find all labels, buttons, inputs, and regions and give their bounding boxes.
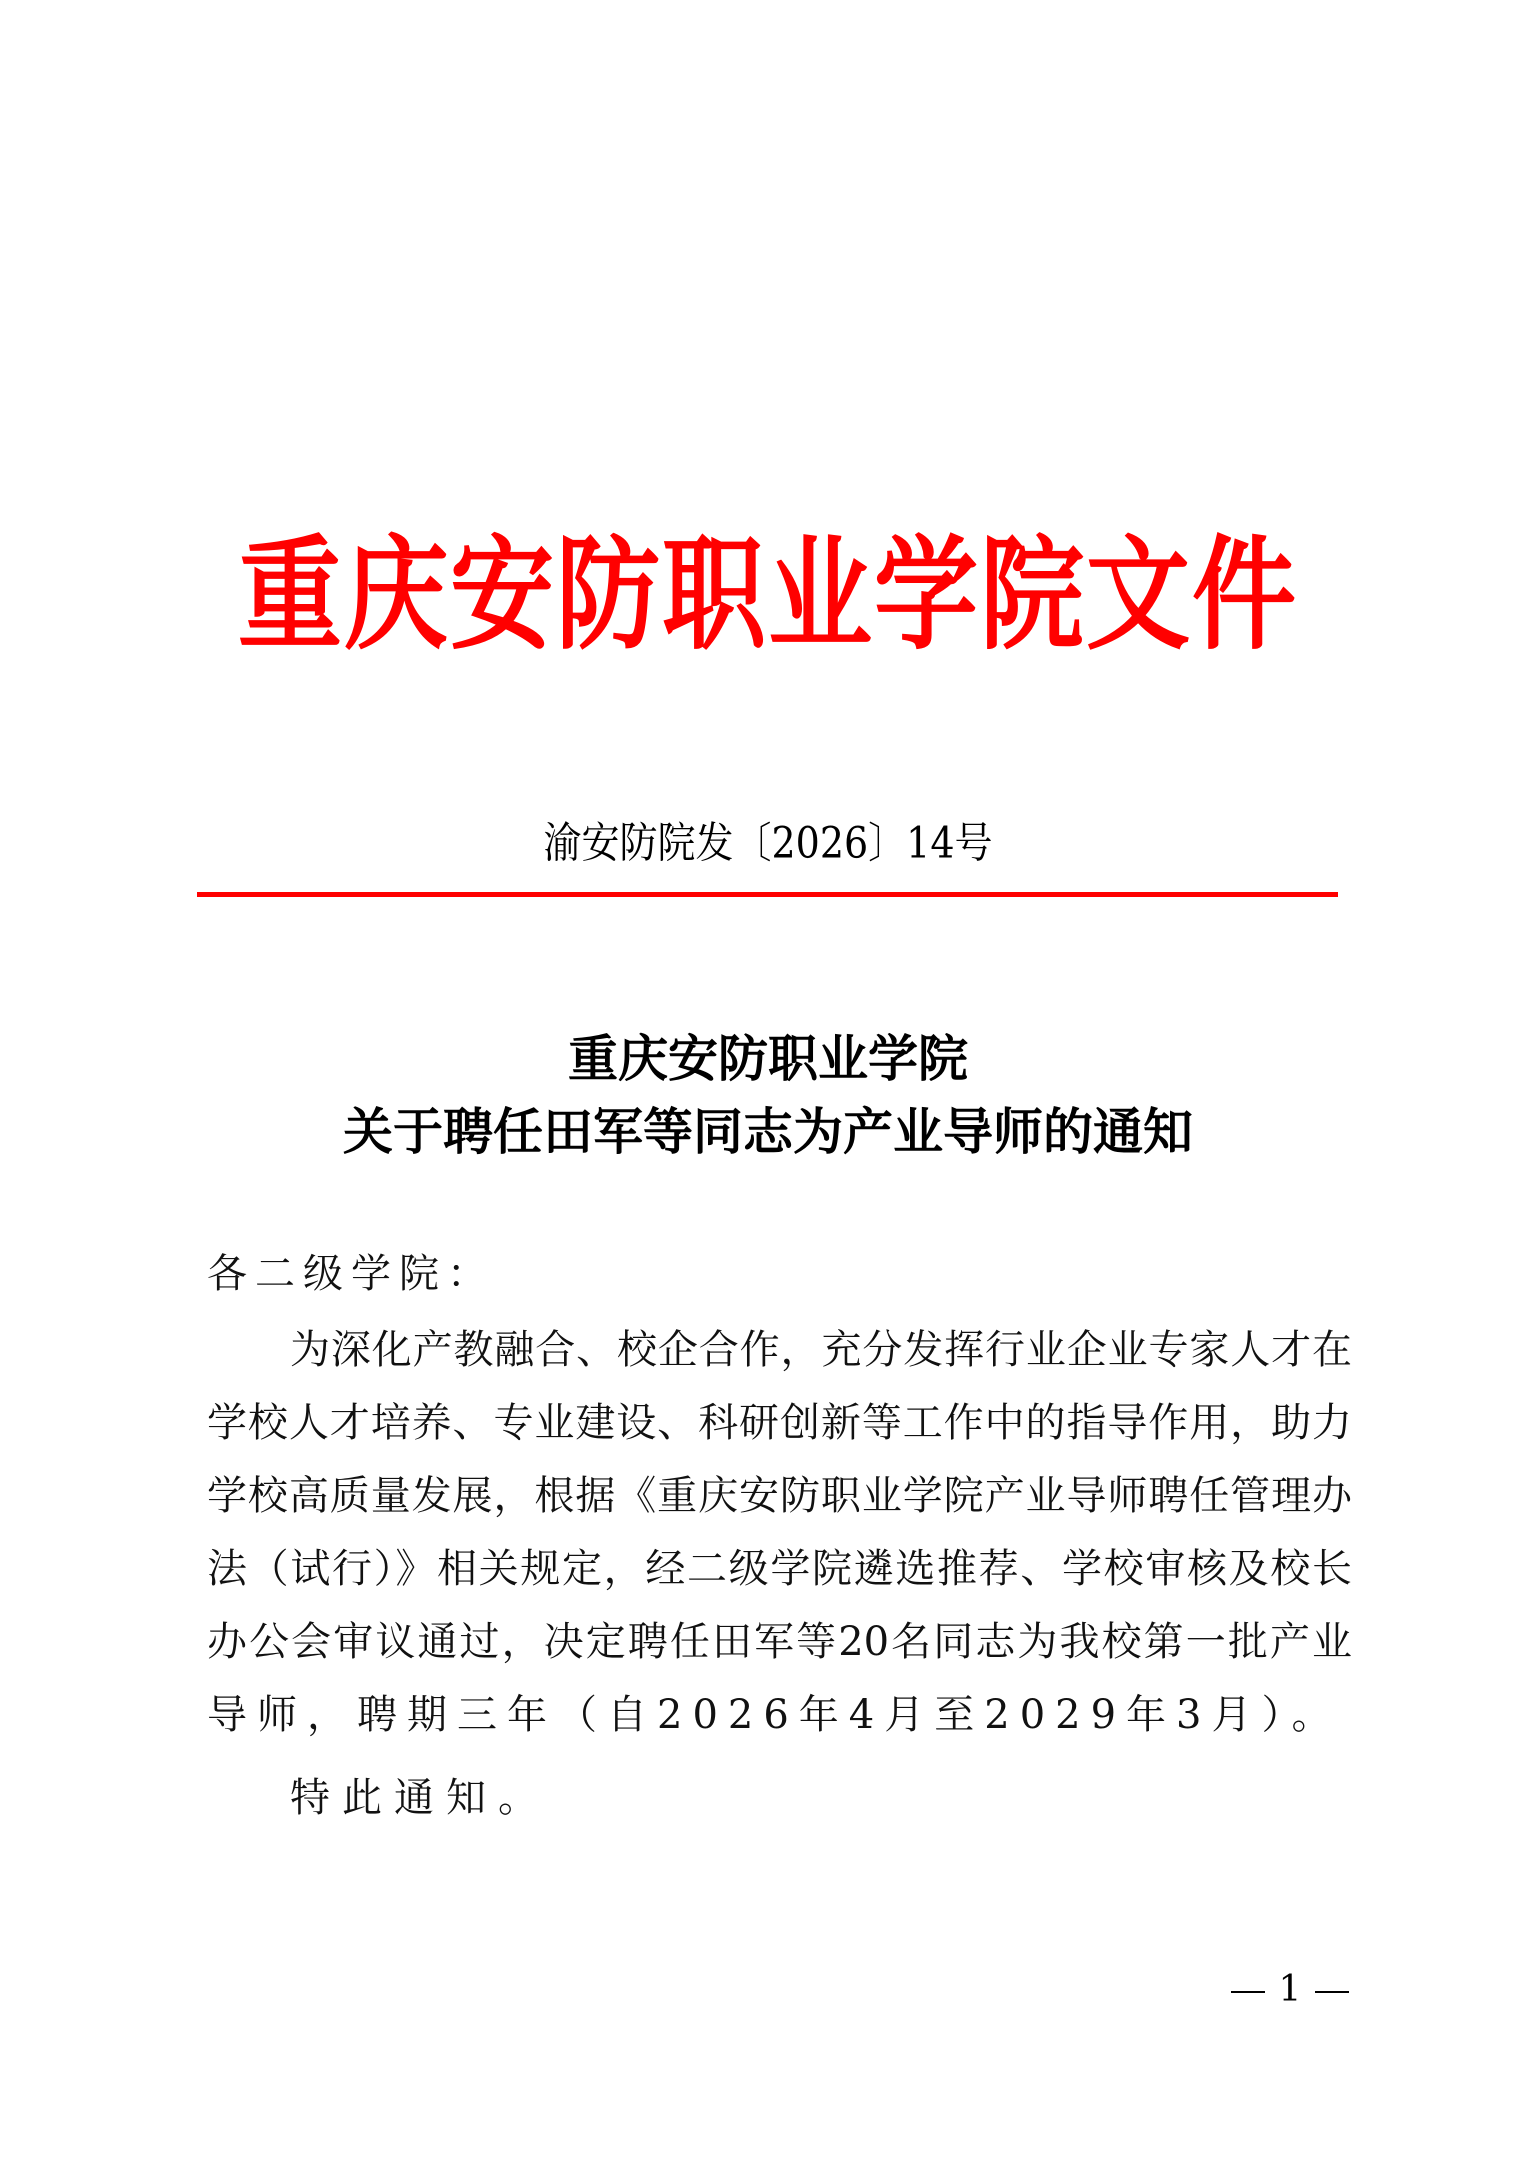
page-number-dash-right (1315, 1991, 1349, 1993)
salutation: 各二级学院： (207, 1251, 495, 1297)
page-number (1210, 1965, 1370, 2015)
page-number-dash-left (1231, 1991, 1265, 1993)
red-divider-rule (197, 892, 1338, 897)
page-number-value: 1 (1278, 1969, 1302, 2010)
paragraph-line-1: 为深化产教融合、校企合作，充分发挥行业企业专家人才在 (290, 1327, 1352, 1373)
paragraph-line-5: 办公会审议通过，决定聘任田军等20名同志为我校第一批产业 (207, 1619, 1352, 1665)
notice-title-line-1: 重庆安防职业学院 (568, 1030, 968, 1088)
notice-title-line-2: 关于聘任田军等同志为产业导师的通知 (343, 1103, 1193, 1161)
document-number: 渝安防院发〔2026〕14号 (543, 818, 993, 868)
red-masthead-title: 重庆安防职业学院文件 (237, 523, 1298, 667)
paragraph-line-4: 法（试行）》相关规定，经二级学院遴选推荐、学校审核及校长 (207, 1546, 1352, 1592)
closing-remark: 特此通知。 (290, 1775, 550, 1821)
paragraph-line-3: 学校高质量发展，根据《重庆安防职业学院产业导师聘任管理办 (207, 1473, 1352, 1519)
paragraph-line-2: 学校人才培养、专业建设、科研创新等工作中的指导作用，助力 (207, 1400, 1352, 1446)
paragraph-line-6: 导师，聘期三年（自2026年4月至2029年3月）。 (207, 1692, 1342, 1738)
